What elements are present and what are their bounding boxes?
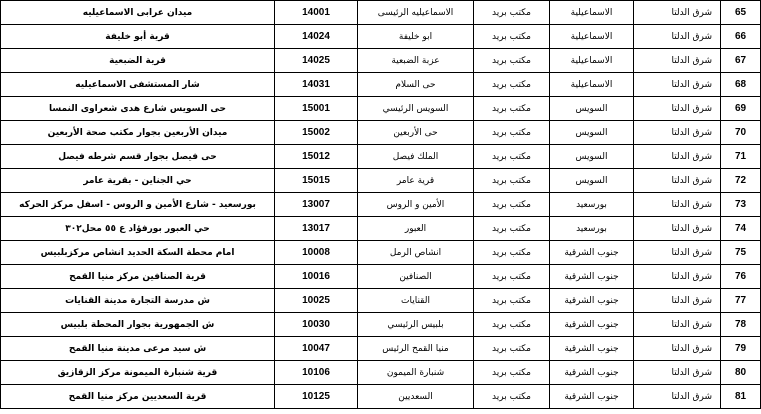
office-type-cell: مكتب بريد [474,337,550,361]
office-type-cell: مكتب بريد [474,313,550,337]
postal-code-cell: 10106 [275,361,358,385]
office-name-cell: ابو خليفة [358,25,474,49]
region-cell: شرق الدلتا [634,265,721,289]
region-cell: شرق الدلتا [634,169,721,193]
office-name-cell: انشاص الرمل [358,241,474,265]
postal-code-cell: 14001 [275,1,358,25]
office-name-cell: السعديين [358,385,474,409]
table-row [1,217,761,241]
governorate-cell: جنوب الشرقية [550,265,634,289]
table-row [1,97,761,121]
address-cell: قرية الضبعية [1,49,275,73]
governorate-cell: الاسماعيلية [550,49,634,73]
row-number: 77 [721,289,761,313]
office-name-cell: عزبة الضبعية [358,49,474,73]
row-number: 72 [721,169,761,193]
office-name-cell: الصنافين [358,265,474,289]
address-cell: شار المستشفى الاسماعيليه [1,73,275,97]
postal-code-cell: 10125 [275,385,358,409]
governorate-cell: جنوب الشرقية [550,337,634,361]
office-type-cell: مكتب بريد [474,1,550,25]
row-number: 69 [721,97,761,121]
region-cell: شرق الدلتا [634,361,721,385]
table-row [1,385,761,409]
office-type-cell: مكتب بريد [474,145,550,169]
postal-code-cell: 13017 [275,217,358,241]
table-row [1,193,761,217]
table-row [1,265,761,289]
address-cell: حى فيصل بجوار قسم شرطه فيصل [1,145,275,169]
address-cell: ميدان عرابى الاسماعيليه [1,1,275,25]
region-cell: شرق الدلتا [634,193,721,217]
office-name-cell: منيا القمح الرئيس [358,337,474,361]
row-number: 78 [721,313,761,337]
region-cell: شرق الدلتا [634,385,721,409]
address-cell: حى السويس شارع هدى شعراوى النمسا [1,97,275,121]
office-type-cell: مكتب بريد [474,289,550,313]
office-name-cell: حى الأربعين [358,121,474,145]
row-number: 70 [721,121,761,145]
row-number: 74 [721,217,761,241]
governorate-cell: جنوب الشرقية [550,289,634,313]
table-row [1,313,761,337]
office-type-cell: مكتب بريد [474,25,550,49]
governorate-cell: السويس [550,145,634,169]
table-row [1,145,761,169]
office-type-cell: مكتب بريد [474,361,550,385]
row-number: 73 [721,193,761,217]
table-row [1,49,761,73]
postal-code-cell: 14024 [275,25,358,49]
address-cell: حي الجناين - بقرية عامر [1,169,275,193]
governorate-cell: جنوب الشرقية [550,313,634,337]
governorate-cell: جنوب الشرقية [550,241,634,265]
table-row [1,241,761,265]
region-cell: شرق الدلتا [634,121,721,145]
office-name-cell: القنايات [358,289,474,313]
governorate-cell: جنوب الشرقية [550,361,634,385]
office-type-cell: مكتب بريد [474,241,550,265]
office-name-cell: قرية عامر [358,169,474,193]
table-row [1,337,761,361]
governorate-cell: الاسماعيلية [550,1,634,25]
row-number: 66 [721,25,761,49]
region-cell: شرق الدلتا [634,1,721,25]
office-name-cell: السويس الرئيسي [358,97,474,121]
office-type-cell: مكتب بريد [474,169,550,193]
region-cell: شرق الدلتا [634,145,721,169]
address-cell: امام محطة السكة الحديد انشاص مركزبلبيس [1,241,275,265]
postal-code-cell: 10025 [275,289,358,313]
office-name-cell: الأمين و الروس [358,193,474,217]
table-row [1,121,761,145]
region-cell: شرق الدلتا [634,49,721,73]
postal-code-cell: 15012 [275,145,358,169]
postal-code-cell: 14025 [275,49,358,73]
row-number: 67 [721,49,761,73]
office-type-cell: مكتب بريد [474,193,550,217]
row-number: 65 [721,1,761,25]
table-body [1,1,761,409]
region-cell: شرق الدلتا [634,217,721,241]
region-cell: شرق الدلتا [634,241,721,265]
table-row [1,289,761,313]
governorate-cell: بورسعيد [550,193,634,217]
address-cell: قرية شنبارة الميمونة مركز الزقازيق [1,361,275,385]
office-name-cell: شنبارة الميمون [358,361,474,385]
row-number: 79 [721,337,761,361]
governorate-cell: جنوب الشرقية [550,385,634,409]
governorate-cell: الاسماعيلية [550,73,634,97]
address-cell: قرية أبو خليفة [1,25,275,49]
table-row [1,25,761,49]
row-number: 76 [721,265,761,289]
office-name-cell: بلبيس الرئيسي [358,313,474,337]
table-row [1,169,761,193]
region-cell: شرق الدلتا [634,337,721,361]
region-cell: شرق الدلتا [634,25,721,49]
row-number: 68 [721,73,761,97]
row-number: 81 [721,385,761,409]
postal-code-cell: 15002 [275,121,358,145]
postal-code-cell: 15015 [275,169,358,193]
office-type-cell: مكتب بريد [474,265,550,289]
region-cell: شرق الدلتا [634,289,721,313]
office-type-cell: مكتب بريد [474,49,550,73]
row-number: 71 [721,145,761,169]
office-type-cell: مكتب بريد [474,97,550,121]
region-cell: شرق الدلتا [634,97,721,121]
office-name-cell: حى السلام [358,73,474,97]
postal-code-cell: 15001 [275,97,358,121]
region-cell: شرق الدلتا [634,313,721,337]
address-cell: ش سيد مرعى مدينة منيا القمح [1,337,275,361]
address-cell: بورسعيد - شارع الأمين و الروس - اسفل مركز الحركه [1,193,275,217]
postal-code-cell: 10030 [275,313,358,337]
postal-code-cell: 14031 [275,73,358,97]
office-type-cell: مكتب بريد [474,73,550,97]
governorate-cell: السويس [550,169,634,193]
office-type-cell: مكتب بريد [474,385,550,409]
address-cell: ميدان الأربعين بجوار مكتب صحة الأربعين [1,121,275,145]
office-name-cell: الملك فيصل [358,145,474,169]
address-cell: حي العبور بورفؤاد ع ٥٥ محل٣٠٢ [1,217,275,241]
address-cell: قرية الصنافين مركز منيا القمح [1,265,275,289]
address-cell: ش الجمهورية بجوار المحطة بلبيس [1,313,275,337]
postal-code-cell: 10008 [275,241,358,265]
address-cell: قرية السعديين مركز منيا القمح [1,385,275,409]
table-row [1,73,761,97]
table-row [1,361,761,385]
address-cell: ش مدرسة التجارة مدينة القنايات [1,289,275,313]
postal-code-cell: 13007 [275,193,358,217]
office-name-cell: الاسماعيليه الرئيسى [358,1,474,25]
row-number: 75 [721,241,761,265]
postal-code-cell: 10016 [275,265,358,289]
governorate-cell: بورسعيد [550,217,634,241]
region-cell: شرق الدلتا [634,73,721,97]
table-row [1,1,761,25]
row-number: 80 [721,361,761,385]
office-name-cell: العبور [358,217,474,241]
office-type-cell: مكتب بريد [474,121,550,145]
governorate-cell: السويس [550,121,634,145]
governorate-cell: الاسماعيلية [550,25,634,49]
office-type-cell: مكتب بريد [474,217,550,241]
governorate-cell: السويس [550,97,634,121]
postal-code-cell: 10047 [275,337,358,361]
